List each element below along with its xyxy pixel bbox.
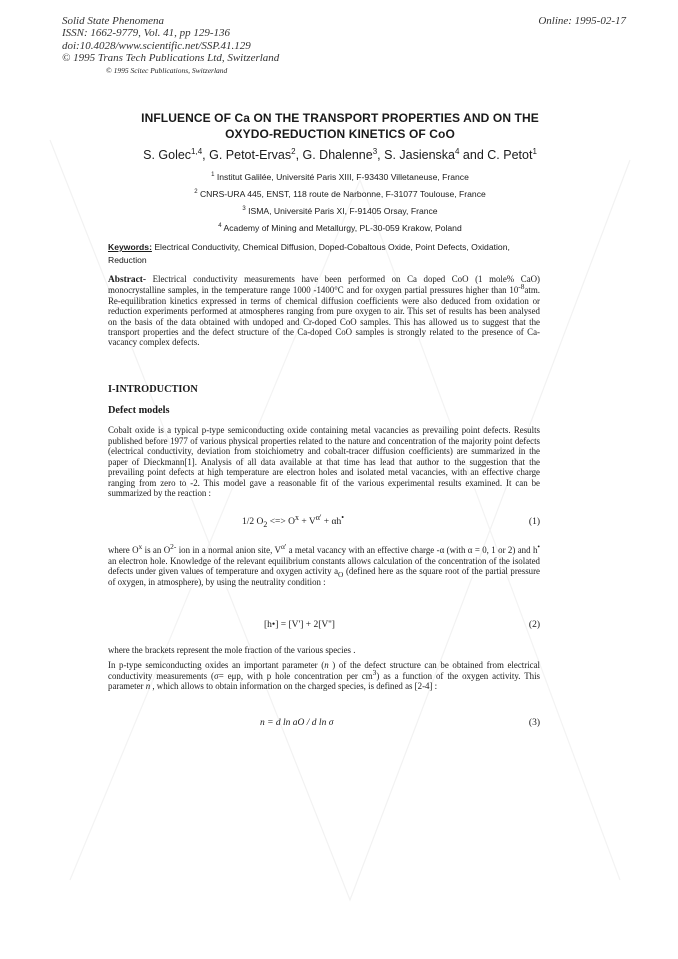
affiliation [70,203,610,220]
para-sup: 3 [372,667,377,677]
paragraph [108,542,540,587]
author-sup: 1 [532,146,537,156]
equation-number: (1) [528,517,540,527]
affiliation-num: 1 [211,172,215,179]
equation-number: (3) [528,718,540,728]
affiliation-num: 3 [242,206,246,213]
para-text: , which allows to obtain information on the charged species, is defined as [2-4] : [150,681,438,691]
affiliation-list [70,169,610,237]
para-text: an electron hole. Knowledge of the relevant equilibrium constants allows calculation of the concentration of the isolated defects under given values of temperature and oxygen activity a [108,555,540,576]
title-line-1: INFLUENCE OF Ca ON THE TRANSPORT PROPERTIES AND ON THE [141,111,539,125]
author-sup: 1,4 [191,146,203,156]
affiliation-num: 2 [194,189,198,196]
eq-sub: 2 [263,519,268,529]
paragraph [108,660,540,692]
keywords-text: Electrical Conductivity, Chemical Diffusion, Doped-Cobaltous Oxide, Point Defects, Oxidation, Reduction [108,242,510,265]
issn-line: ISSN: 1662-9779, Vol. 41, pp 129-136 [62,27,231,40]
abstract-label: Abstract- [108,275,147,285]
eq-text: 1/2 O [242,517,264,527]
para-text: ) of the defect structure can be obtained from electrical conductivity measurements (σ= eμp, with p hole concentration per cm [108,660,541,681]
paper-title [80,110,600,142]
affiliation-num: 4 [218,223,222,230]
affiliation [70,220,610,237]
para-text: In p-type semiconducting oxides an important parameter ( [108,660,325,670]
title-line-2: OXYDO-REDUCTION KINETICS OF CoO [225,127,455,141]
author-name: S. Jasienska [384,148,455,162]
author-sup: 3 [372,146,378,156]
eq-text: + [301,517,307,527]
author-sup: 2 [291,146,296,156]
copyright-line: © 1995 Trans Tech Publications Ltd, Switzerland [62,52,280,65]
author-and: and [462,148,484,162]
abstract-text: Electrical conductivity measurements have been performed on Ca doped CoO (1 mole% CaO) monocrystalline samples, in the temperature range 1000 -1400°C and for oxygen partial pressures higher than 10 [108,274,540,296]
abstract-text: atm. Re-equilibration kinetics expressed in terms of chemical diffusion coefficients were also deduced from oxidation or reduction experiments performed at atmospheres ranging from pure oxygen to air. This set of results has been analysed on the basis of the data obtained with undoped and Cr-doped CoO samples. This has allowed us to suggest that the transport properties and the defect structure of the Ca-doped CoO samples is strongly related to the presence of Ca-vacancy complex defects. [108,285,540,348]
para-text: ) as a function of the oxygen activity. This parameter [108,670,540,691]
eq-text: V [308,517,316,527]
para-sup: • [537,542,540,552]
author-name: G. Dhalenne [302,148,373,162]
eq-text: <=> O [269,517,296,527]
online-date: Online: 1995-02-17 [538,15,626,27]
para-text: is an O [142,545,171,555]
equation-number: (2) [528,620,540,630]
para-italic: n [145,681,151,691]
affiliation-text: Institut Galilée, Université Paris XIII, F-93430 Villetaneuse, France [216,172,469,182]
affiliation-text: CNRS-URA 445, ENST, 118 route de Narbonne, F-31077 Toulouse, France [199,189,486,199]
scitec-copyright: © 1995 Scitec Publications, Switzerland [106,66,228,75]
abstract-exponent: -8 [518,282,525,292]
journal-name: Solid State Phenomena [62,15,165,27]
eq-text: + αh [323,517,342,527]
affiliation-text: ISMA, Université Paris XI, F-91405 Orsay, France [248,206,438,216]
author-name: C. Petot [487,148,533,162]
para-sup: α' [280,542,287,552]
affiliation [70,169,610,186]
abstract [108,274,540,348]
paragraph: Cobalt oxide is a typical p-type semiconducting oxide containing metal vacancies as prevailing point defects. Results published before 1977 of various physical properties related to the nature and concentration of the majority point defects (electrical conductivity, deviation from stoichiometry and cobalt-tracer diffusion coefficients) are summarized in the paper of Dieckmann[1]. Analysis of all data available at that time has lead that author to the suggestion that the prevailing point defects at high temperature are electron holes and isolated metal vacancies, with an effective charge ranging from zero to -2. This model gave a reasonable fit of the various experimental results examined. It can be summarized by the reaction : [108,425,540,498]
para-italic: n [324,660,329,670]
author-name: S. Golec [143,148,192,162]
author-name: G. Petot-Ervas [209,148,292,162]
subsection-heading: Defect models [108,405,170,416]
author-sup: 4 [454,146,460,156]
para-sup: x [138,542,143,552]
author-list: S. Golec$^{1,4}$, G. Petot-Ervas$^2$, G. Dhalenne$^3$, S. Jasienska$^4$ and C. Petot$^1$ [143,146,537,162]
doi-line: doi:10.4028/www.scientific.net/SSP.41.129 [62,39,251,52]
affiliation-text: Academy of Mining and Metallurgy, PL-30-059 Krakow, Poland [223,223,462,233]
section-heading: I-INTRODUCTION [108,384,198,395]
para-sup: 2- [170,542,177,552]
para-text: a metal vacancy with an effective charge -α (with α = 0, 1 or 2) and h [286,545,538,555]
equation-2: [h•] = [V'] + 2[V''] [264,620,335,630]
para-text: where O [108,545,139,555]
keywords-label: Keywords: [108,242,152,252]
journal-header [62,15,279,65]
equation-3: n = d ln aO / d ln σ [260,718,334,728]
para-sub: O [338,569,344,579]
eq-sup: x [295,512,299,522]
affiliation [70,186,610,203]
para-text: (defined here as the square root of the partial pressure of oxygen, in atmosphere), by using the neutrality condition : [108,566,540,587]
eq-sup: • [341,512,344,522]
para-text: ion in a normal anion site, V [176,545,281,555]
eq-sup: α' [315,512,322,522]
paragraph: where the brackets represent the mole fraction of the various species . [108,645,356,655]
equation-1 [242,512,344,529]
keywords [108,241,540,267]
